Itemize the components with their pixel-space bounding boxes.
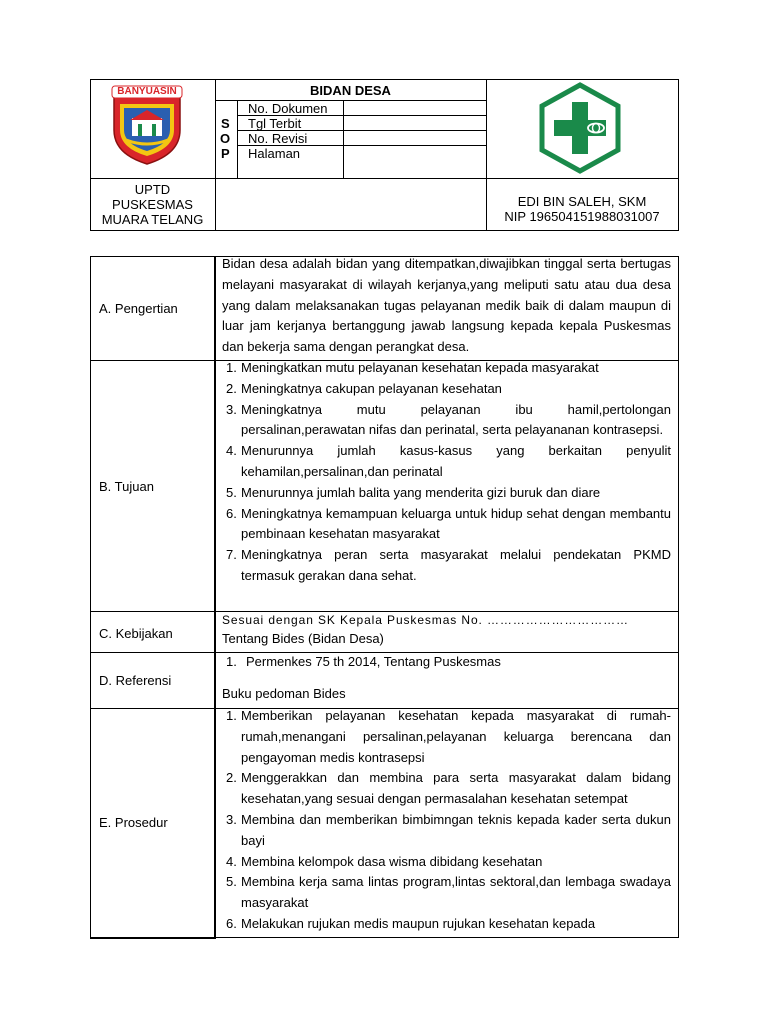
kebijakan-line-2: Tentang Bides (Bidan Desa): [222, 631, 384, 646]
list-item-number: 3.: [226, 811, 237, 827]
list-item-number: 1.: [226, 708, 237, 723]
field-no-revisi: No. Revisi: [248, 131, 308, 146]
banyuasin-logo: [108, 84, 186, 166]
org-line-uptd: UPTD: [134, 182, 171, 197]
list-item: [215, 914, 671, 935]
signer-name: EDI BIN SALEH, SKM: [517, 194, 647, 209]
puskesmas-logo: [534, 82, 626, 174]
list-item-number: 4.: [226, 443, 237, 459]
list-item: [215, 872, 671, 914]
list-item-number: 4.: [226, 853, 237, 869]
list-item: [215, 400, 671, 442]
list-item-number: 2.: [226, 770, 237, 786]
label-referensi: D. Referensi: [99, 673, 172, 688]
signer-nip: NIP 196504151988031007: [504, 209, 660, 224]
list-item-number: 1.: [226, 360, 237, 375]
referensi-item-1: Permenkes 75 th 2014, Tentang Puskesmas: [246, 654, 501, 669]
list-item: [215, 706, 671, 768]
list-item: [215, 358, 671, 379]
referensi-line-2: Buku pedoman Bides: [222, 686, 346, 701]
list-item-text: Meningkatnya mutu pelayanan ibu hamil,pertolongan persalinan,perawatan nifas dan perinatal, serta pelayananan kontrasepsi.: [241, 401, 671, 438]
list-item-number: 5.: [226, 874, 237, 890]
list-item-text: Meningkatnya peran serta masyarakat melalui pendekatan PKMD termasuk gerakan dana sehat.: [241, 547, 671, 583]
list-item-number: 3.: [226, 401, 237, 417]
org-name: [90, 182, 215, 227]
banyuasin-logo-text: BANYUASIN: [117, 86, 177, 97]
list-item-text: Melakukan rujukan medis maupun rujukan kesehatan kepada: [241, 915, 596, 931]
list-item-text: Membina kerja sama lintas program,lintas sektoral,dan lembaga swadaya masyarakat: [241, 874, 671, 911]
list-item-number: 2.: [226, 380, 237, 396]
list-item-text: Memberikan pelayanan kesehatan kepada masyarakat di rumah-rumah,menangani persalinan,pelayanan keluarga berencana dan pengayoman medis kontrasepsi: [241, 708, 671, 765]
label-pengertian: A. Pengertian: [99, 301, 178, 316]
label-prosedur: E. Prosedur: [99, 815, 168, 830]
sop-letter-o: O: [220, 131, 231, 146]
sop-letter-p: P: [221, 146, 230, 161]
signer-block: [486, 194, 678, 224]
list-item-text: Membina kelompok dasa wisma dibidang kesehatan: [241, 853, 543, 869]
list-item: [215, 483, 671, 504]
list-item-number: 6.: [226, 505, 237, 521]
list-item: [215, 441, 671, 483]
list-item-number: 5.: [226, 484, 237, 500]
label-kebijakan: C. Kebijakan: [99, 626, 173, 641]
kebijakan-line-1: Sesuai dengan SK Kepala Puskesmas No. ……………………………: [222, 613, 629, 627]
list-item: [215, 810, 671, 852]
list-item-text: Menurunnya jumlah kasus-kasus yang berkaitan penyulit kehamilan,persalinan,dan perinatal: [241, 443, 671, 479]
document-title: BIDAN DESA: [310, 83, 391, 98]
list-item-text: Meningkatkan mutu pelayanan kesehatan kepada masyarakat: [241, 360, 599, 375]
list-item: [215, 768, 671, 810]
list-item-text: Meningkatnya kemampuan keluarga untuk hidup sehat dengan membantu pembinaan kesehatan masyarakat: [241, 505, 671, 542]
list-item: [215, 545, 671, 587]
list-item: [215, 504, 671, 546]
org-line-puskesmas: PUSKESMAS: [112, 197, 193, 212]
sop-letter-s: S: [221, 116, 230, 131]
list-item-text: Meningkatnya cakupan pelayanan kesehatan: [241, 380, 502, 396]
list-item-text: Membina dan memberikan bimbimngan teknis kepada kader serta dukun bayi: [241, 811, 671, 848]
field-tgl-terbit: Tgl Terbit: [248, 116, 302, 131]
referensi-item-1-num: 1.: [226, 654, 237, 669]
prosedur-list: [215, 706, 671, 936]
tujuan-list: [215, 358, 671, 587]
field-no-dokumen: No. Dokumen: [248, 101, 328, 116]
list-item-number: 7.: [226, 547, 237, 563]
field-halaman: Halaman: [248, 146, 301, 161]
list-item-text: Menggerakkan dan membina para serta masyarakat dalam bidang kesehatan,yang sesuai dengan permasalahan kesehatan setempat: [241, 770, 671, 807]
list-item-number: 6.: [226, 915, 237, 931]
list-item-text: Menurunnya jumlah balita yang menderita gizi buruk dan diare: [241, 484, 601, 500]
pengertian-text: Bidan desa adalah bidan yang ditempatkan,diwajibkan tinggal serta bertugas melayani masyarakat di wilayah kerjanya,yang meliputi satu atau dua desa yang dalam melaksanakan tugas pelayanan medik baik di dalam maupun di luar jam kerjanya bertanggung jawab langsung kepada kepala Puskesmas dan bekerja sama dengan perangkat desa.: [222, 256, 671, 355]
list-item: [215, 852, 671, 873]
label-tujuan: B. Tujuan: [99, 479, 154, 494]
list-item: [215, 379, 671, 400]
org-line-location: MUARA TELANG: [101, 212, 204, 227]
